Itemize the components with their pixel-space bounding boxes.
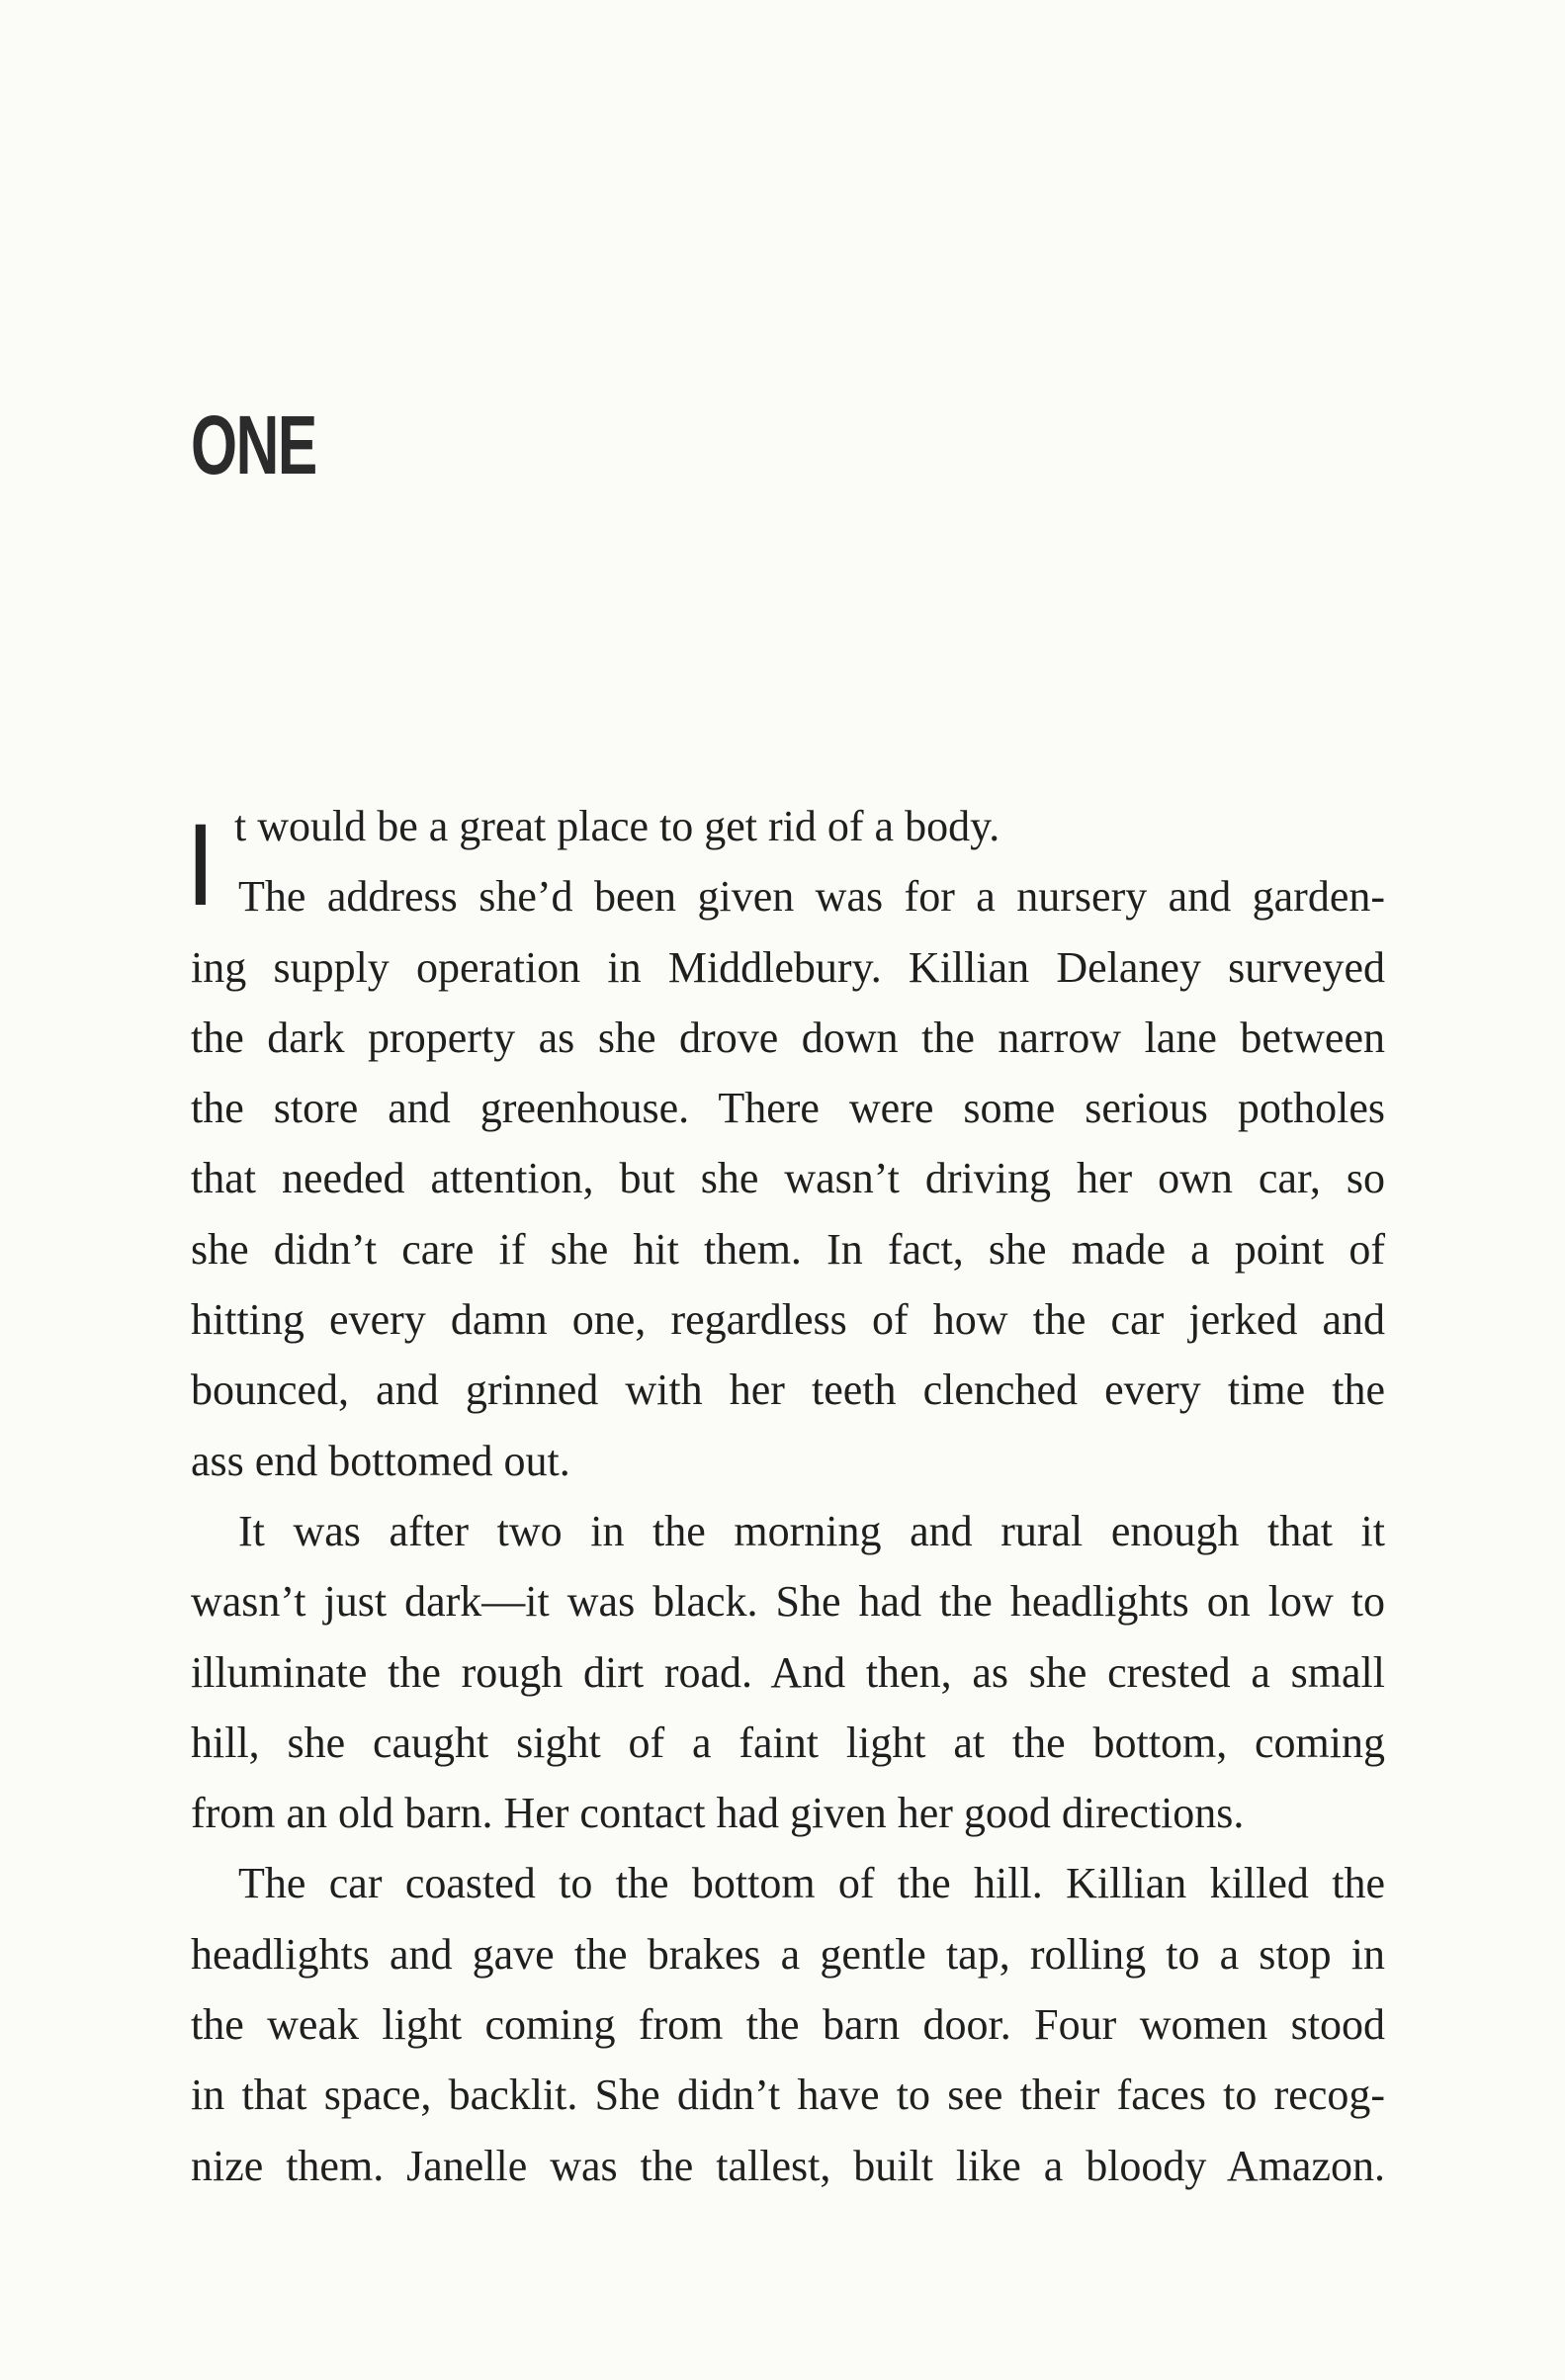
text-line: The car coasted to the bottom of the hill. Killian killed the [238, 1859, 1385, 1908]
text-line: wasn’t just dark—it was black. She had the headlights on low to [191, 1577, 1385, 1627]
text-line: the store and greenhouse. There were some serious potholes [191, 1084, 1385, 1133]
text-line: the weak light coming from the barn door. Four women stood [191, 2000, 1385, 2050]
text-line: bounced, and grinned with her teeth clenched every time the [191, 1366, 1385, 1415]
text-line: from an old barn. Her contact had given her good directions. [191, 1789, 1245, 1838]
text-line: t would be a great place to get rid of a body. [234, 802, 1000, 850]
text-line: The address she’d been given was for a nursery and garden- [238, 872, 1385, 922]
text-line: nize them. Janelle was the tallest, built like a bloody Amazon. [191, 2141, 1385, 2190]
text-line: she didn’t care if she hit them. In fact, she made a point of [191, 1224, 1385, 1274]
text-line: headlights and gave the brakes a gentle tap, rolling to a stop in [191, 1929, 1385, 1979]
text-line: that needed attention, but she wasn’t driving her own car, so [191, 1154, 1385, 1203]
paragraph-3 [191, 1496, 1385, 1848]
text-line: ing supply operation in Middlebury. Killian Delaney surveyed [191, 942, 1385, 992]
text-line: hill, she caught sight of a faint light at the bottom, coming [191, 1718, 1385, 1767]
paragraph-4 [191, 1848, 1385, 2200]
drop-cap: I [191, 800, 211, 930]
text-line: the dark property as she drove down the narrow lane between [191, 1013, 1385, 1062]
paragraph-1 [191, 791, 1385, 861]
text-line: hitting every damn one, regardless of how the car jerked and [191, 1295, 1385, 1345]
text-line: It was after two in the morning and rural enough that it [238, 1506, 1385, 1555]
chapter-title: ONE [191, 398, 316, 491]
text-line: ass end bottomed out. [191, 1436, 570, 1485]
text-line: in that space, backlit. She didn’t have to see their faces to recog- [191, 2071, 1385, 2120]
text-line: illuminate the rough dirt road. And then, as she crested a small [191, 1647, 1385, 1697]
paragraph-2 [191, 861, 1385, 1496]
chapter-body [191, 791, 1385, 2201]
